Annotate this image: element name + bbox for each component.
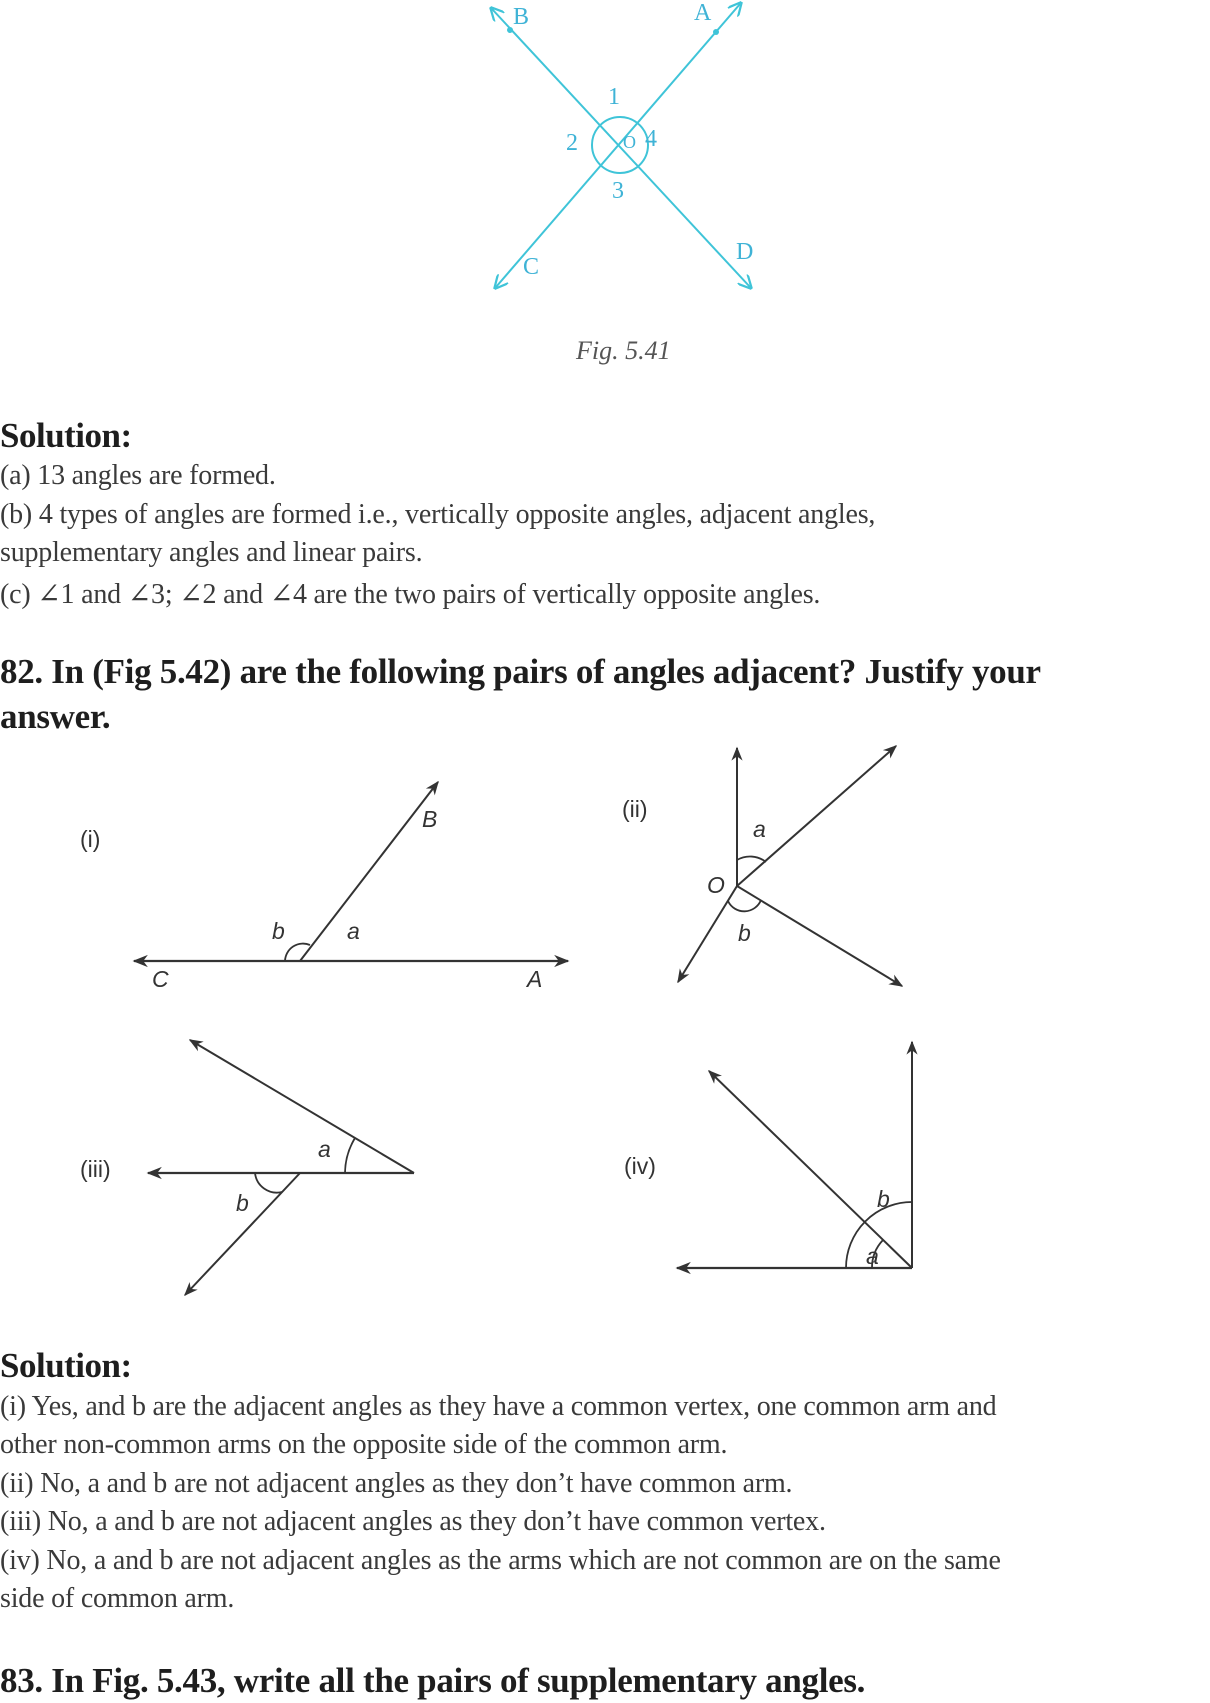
figure-part-ii <box>678 746 902 986</box>
question-83-heading: 83. In Fig. 5.43, write all the pairs of supplementary angles. <box>0 1661 866 1700</box>
figure-label-iii: (iii) <box>80 1156 111 1182</box>
angle-label-a: a <box>347 918 360 944</box>
solution-line: (a) 13 angles are formed. <box>0 460 276 491</box>
solution-line: supplementary angles and linear pairs. <box>0 537 423 568</box>
question-82-heading-cont: answer. <box>0 697 111 736</box>
angle-label-4: 4 <box>645 126 657 152</box>
angle-label-b: b <box>877 1186 890 1212</box>
solution-line: (c) ∠1 and ∠3; ∠2 and ∠4 are the two pairs of vertically opposite angles. <box>0 579 821 610</box>
angle-label-a: a <box>753 816 766 842</box>
figure-caption: Fig. 5.41 <box>576 336 671 365</box>
solution-line: (i) Yes, and b are the adjacent angles as they have a common vertex, one common arm and <box>0 1391 997 1422</box>
label-c: C <box>152 966 169 992</box>
solution-line: (iv) No, a and b are not adjacent angles as the arms which are not common are on the same <box>0 1545 1001 1576</box>
figure-label-ii: (ii) <box>622 796 648 822</box>
solution-heading: Solution: <box>0 1346 132 1385</box>
solution-line: other non-common arms on the opposite side of the common arm. <box>0 1429 728 1460</box>
solution-heading: Solution: <box>0 416 132 455</box>
solution-line: (b) 4 types of angles are formed i.e., vertically opposite angles, adjacent angles, <box>0 499 876 530</box>
label-b: B <box>513 4 530 30</box>
label-b: B <box>422 806 438 832</box>
angle-label-b: b <box>272 918 285 944</box>
label-o: O <box>623 132 636 152</box>
label-a: A <box>694 0 712 26</box>
figure-part-iii <box>148 1040 414 1295</box>
label-a: A <box>527 966 543 992</box>
solution-line: (ii) No, a and b are not adjacent angles as they don’t have common arm. <box>0 1468 793 1499</box>
solution-line: (iii) No, a and b are not adjacent angles as they don’t have common vertex. <box>0 1506 826 1537</box>
question-82-heading: 82. In (Fig 5.42) are the following pairs of angles adjacent? Justify your <box>0 652 1041 691</box>
angle-label-1: 1 <box>608 84 620 110</box>
angle-label-a: a <box>318 1136 331 1162</box>
solution-line: side of common arm. <box>0 1583 235 1614</box>
figure-part-iv <box>677 1042 912 1268</box>
angle-label-b: b <box>236 1190 249 1216</box>
angle-label-2: 2 <box>566 130 578 156</box>
angle-label-3: 3 <box>612 178 624 204</box>
label-c: C <box>523 254 540 280</box>
label-d: D <box>736 239 754 265</box>
label-o: O <box>707 872 725 898</box>
angle-label-a: a <box>866 1243 879 1269</box>
figure-label-i: (i) <box>80 826 101 852</box>
figure-label-iv: (iv) <box>624 1153 656 1179</box>
angle-label-b: b <box>738 920 751 946</box>
